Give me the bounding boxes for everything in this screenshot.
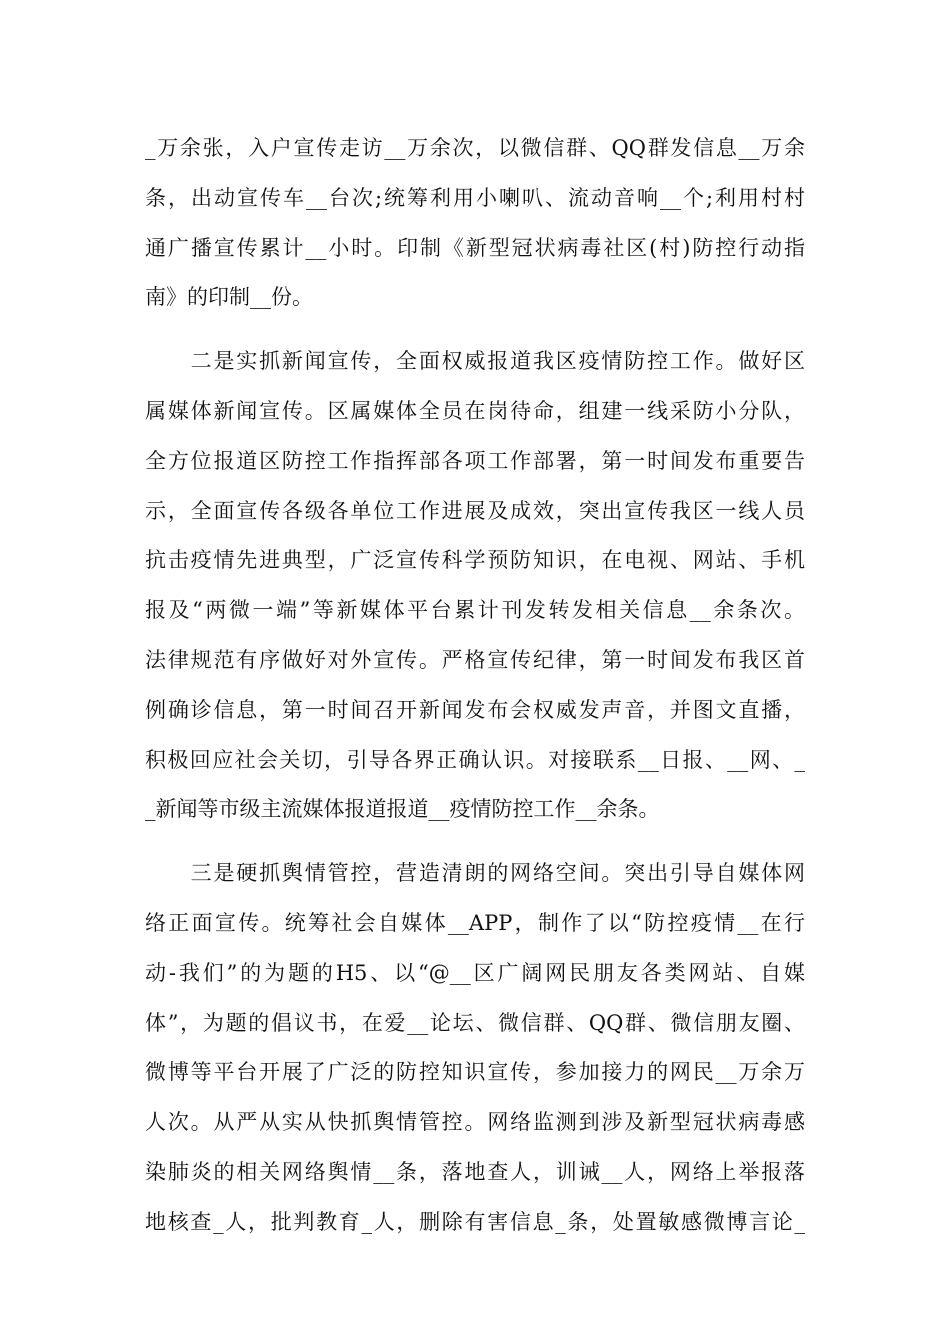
paragraph	[145, 124, 805, 323]
text-line: 抗击疫情先进典型，广泛宣传科学预防知识，在电视、网站、手机	[145, 548, 805, 573]
text-line: 条，出动宣传车__台次;统筹利用小喇叭、流动音响__个;利用村村	[145, 185, 805, 210]
text-line: 二是实抓新闻宣传，全面权威报道我区疫情防控工作。做好区	[145, 349, 805, 374]
text-line: 络正面宣传。统筹社会自媒体__APP，制作了以“防控疫情__在行	[145, 910, 805, 935]
text-line: 染肺炎的相关网络舆情__条，落地查人，训诫__人，网络上举报落	[145, 1159, 805, 1184]
paragraph	[145, 337, 805, 835]
text-line: 动-我们”的为题的H5、以“@__区广阔网民朋友各类网站、自媒	[145, 960, 805, 985]
text-line: 报及“两微一端”等新媒体平台累计刊发转发相关信息__余条次。	[145, 598, 805, 623]
text-line: 人次。从严从实从快抓舆情管控。网络监测到涉及新型冠状病毒感	[145, 1110, 805, 1135]
text-line: 三是硬抓舆情管控，营造清朗的网络空间。突出引导自媒体网	[145, 861, 805, 886]
text-line: 积极回应社会关切，引导各界正确认识。对接联系__日报、__网、_	[145, 747, 805, 772]
text-line: _新闻等市级主流媒体报道报道__疫情防控工作__余条。	[145, 797, 660, 822]
text-line: _万余张，入户宣传走访__万余次，以微信群、QQ群发信息__万余	[145, 136, 805, 160]
text-line: 法律规范有序做好对外宣传。严格宣传纪律，第一时间发布我区首	[145, 647, 805, 672]
paragraph	[145, 849, 805, 1247]
text-line: 南》的印制__份。	[145, 285, 313, 310]
document-body	[145, 124, 805, 1262]
text-line: 地核查_人，批判教育_人，删除有害信息_条，处置敏感微博言论_	[145, 1209, 805, 1234]
text-line: 示，全面宣传各级各单位工作进展及成效，突出宣传我区一线人员	[145, 498, 805, 523]
text-line: 全方位报道区防控工作指挥部各项工作部署，第一时间发布重要告	[145, 448, 805, 473]
text-line: 体”，为题的倡议书，在爱__论坛、微信群、QQ群、微信朋友圈、	[145, 1010, 805, 1035]
text-line: 微博等平台开展了广泛的防控知识宣传，参加接力的网民__万余万	[145, 1060, 805, 1085]
text-line: 例确诊信息，第一时间召开新闻发布会权威发声音，并图文直播，	[145, 697, 805, 722]
text-line: 通广播宣传累计__小时。印制《新型冠状病毒社区(村)防控行动指	[145, 235, 805, 260]
text-line: 属媒体新闻宣传。区属媒体全员在岗待命，组建一线采防小分队，	[145, 398, 805, 423]
